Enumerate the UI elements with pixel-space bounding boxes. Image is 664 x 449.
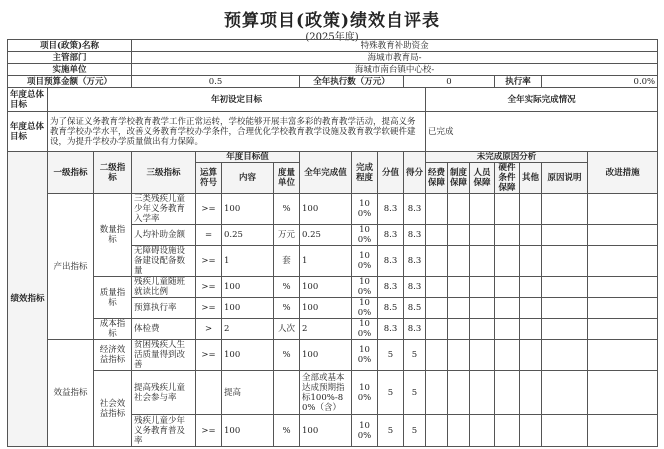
indicator-op: > (196, 319, 222, 340)
rate-label: 执行率 (495, 76, 542, 88)
unit-value: 海城市南台镇中心校- (132, 64, 658, 76)
indicator-unit: % (274, 277, 300, 298)
lvl1-header: 一级指标 (48, 152, 94, 194)
indicator-op: = (196, 225, 222, 246)
indicator-content: 2 (222, 319, 274, 340)
indicator-content: 100 (222, 298, 274, 319)
indicator-actual: 1 (300, 246, 352, 277)
indicator-got: 8.3 (404, 225, 426, 246)
report-year: (2025年度) (305, 32, 359, 43)
reason-other-header: 其他 (520, 163, 542, 194)
group-quality: 质量指标 (94, 277, 132, 319)
indicator-score: 8.3 (378, 319, 404, 340)
reasons-header: 未完成原因分析 (426, 152, 588, 163)
project-name-label: 项目(政策)名称 (8, 40, 132, 52)
overall-goal-label: 年度总体目标 (8, 88, 48, 112)
indicator-op: >= (196, 415, 222, 447)
indicator-got: 8.3 (404, 277, 426, 298)
reason-hardware-header: 硬件条件保障 (495, 163, 520, 194)
indicator-degree: 100% (352, 371, 378, 415)
fix-header: 改进措施 (588, 152, 658, 194)
indicator-got: 8.3 (404, 194, 426, 225)
actual-header: 全年完成值 (300, 152, 352, 194)
info-row-unit (8, 64, 658, 76)
group-effect: 效益指标 (48, 340, 94, 447)
indicator-score: 5 (378, 371, 404, 415)
info-row-dept (8, 52, 658, 64)
table-row (8, 194, 658, 225)
indicator-actual: 100 (300, 194, 352, 225)
indicator-degree: 100% (352, 340, 378, 371)
indicator-unit: 人次 (274, 319, 300, 340)
lvl3-header: 三级指标 (132, 152, 196, 194)
indicator-content: 100 (222, 194, 274, 225)
indicator-name: 无障碍设施设备建设配备数量 (132, 246, 196, 277)
indicator-score: 5 (378, 415, 404, 447)
indicator-unit: % (274, 340, 300, 371)
indicator-actual: 全部或基本达成预期指标100%-80%（含） (300, 371, 352, 415)
op-header: 运算符号 (196, 163, 222, 194)
indicator-actual: 0.25 (300, 225, 352, 246)
indicator-actual: 100 (300, 277, 352, 298)
degree-header: 完成程度 (352, 152, 378, 194)
indicator-got: 8.5 (404, 298, 426, 319)
group-cost: 成本指标 (94, 319, 132, 340)
indicator-name: 贫困残疾人生活质量得到改善 (132, 340, 196, 371)
indicator-got: 5 (404, 415, 426, 447)
indicator-unit: % (274, 194, 300, 225)
got-header: 得分 (404, 152, 426, 194)
indicator-content: 100 (222, 277, 274, 298)
indicator-op: >= (196, 298, 222, 319)
indicator-got: 5 (404, 371, 426, 415)
indicator-name: 三类残疾儿童少年义务教育入学率 (132, 194, 196, 225)
indicator-unit: % (274, 415, 300, 447)
reason-staff-header: 人员保障 (470, 163, 495, 194)
indicator-header-row-1 (8, 152, 658, 163)
dept-value: 海城市教育局- (132, 52, 658, 64)
indicator-name: 残疾儿童少年义务教育普及率 (132, 415, 196, 447)
budget-label: 项目预算金额（万元） (8, 76, 132, 88)
indicator-degree: 100% (352, 298, 378, 319)
indicator-score: 8.3 (378, 194, 404, 225)
indicator-degree: 100% (352, 246, 378, 277)
target-header: 年度目标值 (196, 152, 300, 163)
table-row (8, 371, 658, 415)
indicator-unit: % (274, 298, 300, 319)
info-row-name (8, 40, 658, 52)
goal-header-row (8, 88, 658, 112)
unit-header: 度量单位 (274, 163, 300, 194)
indicator-actual: 100 (300, 340, 352, 371)
indicator-op: >= (196, 246, 222, 277)
lvl2-header: 二级指标 (94, 152, 132, 194)
table-row (8, 319, 658, 340)
group-quantity: 数量指标 (94, 194, 132, 277)
indicator-degree: 100% (352, 319, 378, 340)
reason-fund-header: 经费保障 (426, 163, 448, 194)
initial-goal-label: 年初设定目标 (48, 88, 426, 112)
indicator-content: 提高 (222, 371, 274, 415)
goal-text-row (8, 112, 658, 152)
indicator-unit (274, 371, 300, 415)
actual-goal-text: 已完成 (426, 112, 658, 152)
indicator-score: 8.3 (378, 277, 404, 298)
indicator-degree: 100% (352, 277, 378, 298)
indicator-got: 8.3 (404, 319, 426, 340)
indicator-name: 残疾儿童随班就读比例 (132, 277, 196, 298)
indicator-op: >= (196, 194, 222, 225)
indicator-got: 8.3 (404, 246, 426, 277)
page-title: 预算项目(政策)绩效自评表 (223, 11, 441, 31)
indicator-name: 人均补助金额 (132, 225, 196, 246)
indicator-actual: 100 (300, 298, 352, 319)
indicator-degree: 100% (352, 194, 378, 225)
group-econ: 经济效益指标 (94, 340, 132, 371)
indicator-score: 8.5 (378, 298, 404, 319)
perf-indicator-label: 绩效指标 (8, 152, 48, 447)
indicator-unit: 套 (274, 246, 300, 277)
indicator-name: 提高残疾儿童社会参与率 (132, 371, 196, 415)
performance-table (7, 39, 658, 447)
reason-system-header: 制度保障 (448, 163, 470, 194)
indicator-degree: 100% (352, 415, 378, 447)
group-social: 社会效益指标 (94, 371, 132, 447)
indicator-actual: 2 (300, 319, 352, 340)
indicator-actual: 100 (300, 415, 352, 447)
indicator-op: >= (196, 277, 222, 298)
table-row (8, 277, 658, 298)
actual-goal-label: 全年实际完成情况 (426, 88, 658, 112)
exec-label: 全年执行数（万元） (300, 76, 404, 88)
indicator-score: 5 (378, 340, 404, 371)
unit-label: 实施单位 (8, 64, 132, 76)
content-header: 内容 (222, 163, 274, 194)
dept-label: 主管部门 (8, 52, 132, 64)
exec-value: 0 (404, 76, 495, 88)
indicator-content: 100 (222, 415, 274, 447)
table-row (8, 340, 658, 371)
indicator-name: 体检费 (132, 319, 196, 340)
overall-goal-label-2: 年度总体目标 (8, 112, 48, 152)
indicator-op: >= (196, 340, 222, 371)
budget-value: 0.5 (132, 76, 300, 88)
indicator-score: 8.3 (378, 225, 404, 246)
info-row-budget (8, 76, 658, 88)
rate-value: 0.0% (542, 76, 658, 88)
score-header: 分值 (378, 152, 404, 194)
initial-goal-text: 为了保证义务教育学校教育教学工作正常运转，学校能够开展丰富多彩的教育教学活动，提高义务教育学校办学水平，改善义务教育学校办学条件，合理优化学校教育教学设施及教育教学软硬件建设，为提升学校办学质量做出有力保障。 (48, 112, 426, 152)
indicator-unit: 万元 (274, 225, 300, 246)
indicator-score: 8.3 (378, 246, 404, 277)
project-name-value: 特殊教育补助资金 (132, 40, 658, 52)
indicator-name: 预算执行率 (132, 298, 196, 319)
indicator-content: 1 (222, 246, 274, 277)
indicator-content: 100 (222, 340, 274, 371)
group-output: 产出指标 (48, 194, 94, 340)
indicator-op (196, 371, 222, 415)
indicator-got: 5 (404, 340, 426, 371)
indicator-degree: 100% (352, 225, 378, 246)
reason-explain-header: 原因说明 (542, 163, 588, 194)
indicator-content: 0.25 (222, 225, 274, 246)
